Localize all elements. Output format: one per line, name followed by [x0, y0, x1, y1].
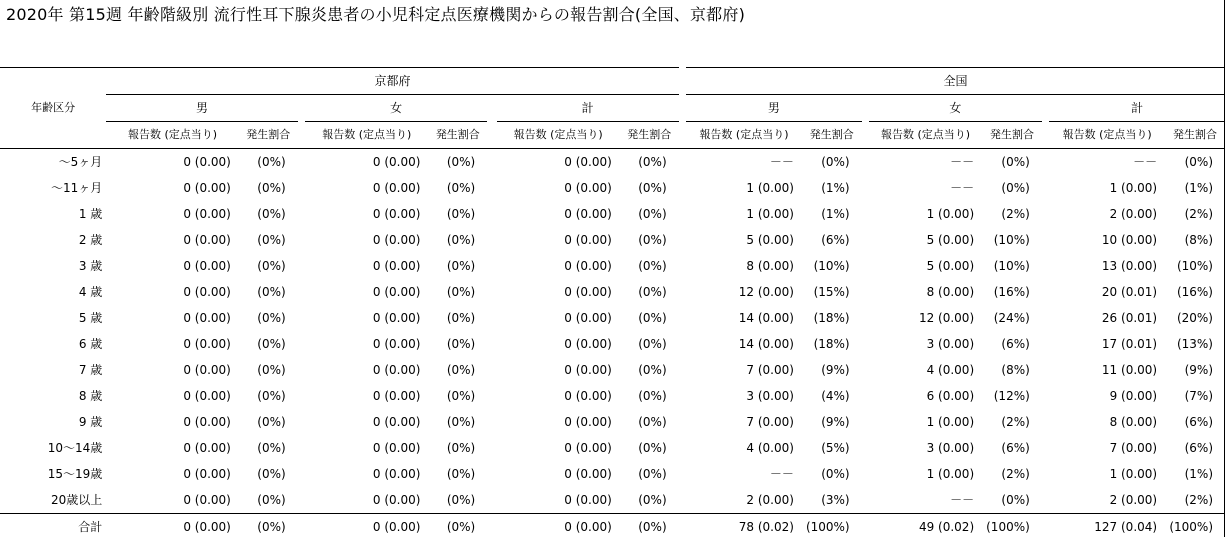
sex-header-total: 計	[1049, 95, 1225, 122]
table-row	[0, 175, 1225, 201]
rate-cell: (0%)	[428, 461, 487, 487]
report-count-cell: －－	[869, 175, 982, 201]
age-group-label: 8 歳	[0, 383, 106, 409]
report-count-cell: 1 (0.00)	[686, 175, 802, 201]
report-count-cell: 3 (0.00)	[869, 331, 982, 357]
report-count-cell: 5 (0.00)	[686, 227, 802, 253]
rate-cell: (0%)	[428, 383, 487, 409]
age-group-label: 4 歳	[0, 279, 106, 305]
rate-cell: (0%)	[239, 305, 298, 331]
rate-cell: (0%)	[428, 305, 487, 331]
rate-cell: (0%)	[620, 305, 679, 331]
rate-cell: (0%)	[620, 149, 679, 176]
rate-cell: (6%)	[982, 435, 1042, 461]
report-count-cell: －－	[869, 149, 982, 176]
report-count-cell: 1 (0.00)	[1049, 461, 1165, 487]
report-count-cell: 0 (0.00)	[497, 305, 620, 331]
table-row	[0, 383, 1225, 409]
rate-cell: (0%)	[428, 514, 487, 540]
table-row	[0, 305, 1225, 331]
table-row	[0, 487, 1225, 514]
column-header-rate: 発生割合	[982, 122, 1042, 149]
rate-cell: (0%)	[620, 253, 679, 279]
sex-header-female: 女	[305, 95, 487, 122]
report-count-cell: 0 (0.00)	[106, 253, 239, 279]
report-count-cell: 13 (0.00)	[1049, 253, 1165, 279]
total-row	[0, 514, 1225, 540]
rate-cell: (0%)	[620, 201, 679, 227]
rate-cell: (6%)	[1165, 409, 1225, 435]
report-count-cell: 9 (0.00)	[1049, 383, 1165, 409]
rate-cell: (0%)	[239, 409, 298, 435]
rate-cell: (2%)	[1165, 201, 1225, 227]
table-row	[0, 279, 1225, 305]
age-group-label: 15～19歳	[0, 461, 106, 487]
report-count-cell: 7 (0.00)	[686, 357, 802, 383]
report-count-cell: 10 (0.00)	[1049, 227, 1165, 253]
report-count-cell: 0 (0.00)	[305, 461, 428, 487]
rate-cell: (0%)	[620, 409, 679, 435]
rate-cell: (12%)	[982, 383, 1042, 409]
report-count-cell: 0 (0.00)	[106, 305, 239, 331]
rate-cell: (10%)	[982, 253, 1042, 279]
rate-cell: (0%)	[428, 357, 487, 383]
rate-cell: (0%)	[982, 487, 1042, 514]
report-count-cell: －－	[869, 487, 982, 514]
rate-cell: (0%)	[239, 279, 298, 305]
rate-cell: (1%)	[802, 201, 862, 227]
rate-cell: (0%)	[239, 435, 298, 461]
report-count-cell: 1 (0.00)	[869, 409, 982, 435]
report-count-cell: 78 (0.02)	[686, 514, 802, 540]
rate-cell: (0%)	[620, 175, 679, 201]
report-count-cell: 0 (0.00)	[106, 201, 239, 227]
report-count-cell: 0 (0.00)	[305, 357, 428, 383]
rate-cell: (0%)	[802, 149, 862, 176]
rate-cell: (0%)	[620, 435, 679, 461]
report-count-cell: 0 (0.00)	[106, 487, 239, 514]
rate-cell: (0%)	[1165, 149, 1225, 176]
report-count-cell: －－	[1049, 149, 1165, 176]
region-header-kyoto: 京都府	[106, 68, 678, 95]
rate-cell: (0%)	[428, 331, 487, 357]
report-count-cell: 0 (0.00)	[106, 227, 239, 253]
rate-cell: (0%)	[239, 175, 298, 201]
table-row	[0, 409, 1225, 435]
column-header-count: 報告数 (定点当り)	[686, 122, 802, 149]
rate-cell: (0%)	[428, 279, 487, 305]
report-count-cell: 3 (0.00)	[686, 383, 802, 409]
report-count-cell: 1 (0.00)	[1049, 175, 1165, 201]
table-body	[0, 149, 1225, 540]
report-count-cell: 0 (0.00)	[106, 435, 239, 461]
age-group-label: ～11ヶ月	[0, 175, 106, 201]
report-count-cell: 0 (0.00)	[497, 227, 620, 253]
report-count-cell: 6 (0.00)	[869, 383, 982, 409]
column-header-rate: 発生割合	[1165, 122, 1225, 149]
rate-cell: (16%)	[982, 279, 1042, 305]
report-count-cell: 8 (0.00)	[1049, 409, 1165, 435]
rate-cell: (0%)	[239, 383, 298, 409]
report-count-cell: 7 (0.00)	[1049, 435, 1165, 461]
age-group-label: 1 歳	[0, 201, 106, 227]
rate-cell: (2%)	[982, 201, 1042, 227]
report-count-cell: 0 (0.00)	[106, 409, 239, 435]
report-count-cell: 0 (0.00)	[305, 253, 428, 279]
report-count-cell: 0 (0.00)	[106, 175, 239, 201]
report-count-cell: 0 (0.00)	[305, 175, 428, 201]
report-count-cell: 14 (0.00)	[686, 331, 802, 357]
rate-cell: (0%)	[620, 331, 679, 357]
region-header-national: 全国	[686, 68, 1225, 95]
report-count-cell: 8 (0.00)	[686, 253, 802, 279]
report-table	[0, 67, 1225, 540]
sex-header-female: 女	[869, 95, 1042, 122]
sex-header-row	[0, 95, 1225, 122]
report-count-cell: 1 (0.00)	[869, 201, 982, 227]
report-count-cell: 0 (0.00)	[497, 409, 620, 435]
rate-cell: (0%)	[620, 487, 679, 514]
rate-cell: (1%)	[802, 175, 862, 201]
report-count-cell: 0 (0.00)	[305, 279, 428, 305]
rate-cell: (0%)	[239, 357, 298, 383]
column-header-count: 報告数 (定点当り)	[869, 122, 982, 149]
report-count-cell: 0 (0.00)	[497, 383, 620, 409]
table-row	[0, 253, 1225, 279]
age-group-label: 合計	[0, 514, 106, 540]
rate-cell: (1%)	[1165, 175, 1225, 201]
rate-cell: (0%)	[802, 461, 862, 487]
report-count-cell: 0 (0.00)	[106, 149, 239, 176]
report-count-cell: 49 (0.02)	[869, 514, 982, 540]
column-header-rate: 発生割合	[620, 122, 679, 149]
report-count-cell: 26 (0.01)	[1049, 305, 1165, 331]
rate-cell: (0%)	[620, 357, 679, 383]
rate-cell: (2%)	[1165, 487, 1225, 514]
report-count-cell: 2 (0.00)	[686, 487, 802, 514]
column-header-rate: 発生割合	[802, 122, 862, 149]
rate-cell: (0%)	[239, 253, 298, 279]
rate-cell: (0%)	[428, 201, 487, 227]
table-row	[0, 149, 1225, 176]
rate-cell: (10%)	[982, 227, 1042, 253]
report-count-cell: 14 (0.00)	[686, 305, 802, 331]
report-count-cell: 0 (0.00)	[106, 279, 239, 305]
report-count-cell: 12 (0.00)	[869, 305, 982, 331]
column-header-count: 報告数 (定点当り)	[305, 122, 428, 149]
report-count-cell: 17 (0.01)	[1049, 331, 1165, 357]
rate-cell: (6%)	[1165, 435, 1225, 461]
report-count-cell: 0 (0.00)	[106, 357, 239, 383]
report-count-cell: 8 (0.00)	[869, 279, 982, 305]
report-count-cell: 5 (0.00)	[869, 253, 982, 279]
report-count-cell: 2 (0.00)	[1049, 487, 1165, 514]
rate-cell: (0%)	[239, 514, 298, 540]
report-count-cell: 0 (0.00)	[305, 227, 428, 253]
rate-cell: (100%)	[982, 514, 1042, 540]
report-count-cell: 0 (0.00)	[305, 305, 428, 331]
report-count-cell: 0 (0.00)	[305, 435, 428, 461]
age-group-label: 20歳以上	[0, 487, 106, 514]
report-count-cell: 0 (0.00)	[106, 514, 239, 540]
report-count-cell: 12 (0.00)	[686, 279, 802, 305]
rate-cell: (0%)	[620, 383, 679, 409]
rate-cell: (8%)	[982, 357, 1042, 383]
sex-header-male: 男	[686, 95, 862, 122]
report-count-cell: 0 (0.00)	[497, 435, 620, 461]
table-row	[0, 227, 1225, 253]
report-count-cell: 2 (0.00)	[1049, 201, 1165, 227]
rate-cell: (0%)	[428, 487, 487, 514]
table-row	[0, 435, 1225, 461]
report-count-cell: 0 (0.00)	[497, 331, 620, 357]
age-group-label: 5 歳	[0, 305, 106, 331]
rate-cell: (15%)	[802, 279, 862, 305]
rate-cell: (0%)	[428, 409, 487, 435]
age-group-label: 3 歳	[0, 253, 106, 279]
report-count-cell: 4 (0.00)	[869, 357, 982, 383]
rate-cell: (0%)	[428, 435, 487, 461]
rate-cell: (0%)	[239, 149, 298, 176]
age-group-label: 9 歳	[0, 409, 106, 435]
rate-cell: (0%)	[428, 253, 487, 279]
report-count-cell: 0 (0.00)	[497, 514, 620, 540]
rate-cell: (5%)	[802, 435, 862, 461]
rate-cell: (0%)	[239, 201, 298, 227]
rate-cell: (1%)	[1165, 461, 1225, 487]
report-count-cell: 11 (0.00)	[1049, 357, 1165, 383]
rate-cell: (0%)	[620, 514, 679, 540]
rate-cell: (6%)	[802, 227, 862, 253]
report-count-cell: 5 (0.00)	[869, 227, 982, 253]
report-count-cell: 4 (0.00)	[686, 435, 802, 461]
sex-header-total: 計	[497, 95, 679, 122]
rate-cell: (7%)	[1165, 383, 1225, 409]
rate-cell: (16%)	[1165, 279, 1225, 305]
rate-cell: (8%)	[1165, 227, 1225, 253]
page-title: 2020年 第15週 年齢階級別 流行性耳下腺炎患者の小児科定点医療機関からの報告割合(全国、京都府)	[6, 4, 745, 26]
table-row	[0, 331, 1225, 357]
rate-cell: (10%)	[1165, 253, 1225, 279]
report-count-cell: 0 (0.00)	[497, 357, 620, 383]
rate-cell: (0%)	[620, 279, 679, 305]
report-count-cell: 0 (0.00)	[305, 201, 428, 227]
report-count-cell: 0 (0.00)	[305, 514, 428, 540]
report-count-cell: 0 (0.00)	[497, 461, 620, 487]
rate-cell: (10%)	[802, 253, 862, 279]
rate-cell: (3%)	[802, 487, 862, 514]
rate-cell: (0%)	[239, 227, 298, 253]
age-header: 年齢区分	[0, 68, 106, 149]
rate-cell: (0%)	[428, 175, 487, 201]
report-count-cell: 0 (0.00)	[497, 175, 620, 201]
report-count-cell: 0 (0.00)	[305, 409, 428, 435]
column-header-count: 報告数 (定点当り)	[106, 122, 239, 149]
rate-cell: (18%)	[802, 305, 862, 331]
column-header-count: 報告数 (定点当り)	[497, 122, 620, 149]
rate-cell: (0%)	[982, 175, 1042, 201]
report-count-cell: 0 (0.00)	[305, 383, 428, 409]
rate-cell: (0%)	[620, 227, 679, 253]
rate-cell: (0%)	[239, 331, 298, 357]
rate-cell: (100%)	[1165, 514, 1225, 540]
report-count-cell: 0 (0.00)	[106, 461, 239, 487]
report-count-cell: 1 (0.00)	[869, 461, 982, 487]
rate-cell: (0%)	[620, 461, 679, 487]
report-count-cell: 0 (0.00)	[305, 149, 428, 176]
report-count-cell: 20 (0.01)	[1049, 279, 1165, 305]
report-count-cell: 0 (0.00)	[497, 279, 620, 305]
rate-cell: (9%)	[1165, 357, 1225, 383]
column-header-count: 報告数 (定点当り)	[1049, 122, 1165, 149]
sex-header-male: 男	[106, 95, 297, 122]
age-group-label: 10～14歳	[0, 435, 106, 461]
rate-cell: (13%)	[1165, 331, 1225, 357]
report-count-cell: 127 (0.04)	[1049, 514, 1165, 540]
report-count-cell: 0 (0.00)	[497, 201, 620, 227]
column-header-rate: 発生割合	[428, 122, 487, 149]
rate-cell: (0%)	[428, 149, 487, 176]
rate-cell: (100%)	[802, 514, 862, 540]
report-count-cell: 0 (0.00)	[106, 331, 239, 357]
age-group-label: 2 歳	[0, 227, 106, 253]
age-group-label: ～5ヶ月	[0, 149, 106, 176]
column-header-row	[0, 122, 1225, 149]
report-count-cell: 0 (0.00)	[305, 331, 428, 357]
age-group-label: 6 歳	[0, 331, 106, 357]
rate-cell: (2%)	[982, 461, 1042, 487]
rate-cell: (6%)	[982, 331, 1042, 357]
rate-cell: (20%)	[1165, 305, 1225, 331]
table-row	[0, 357, 1225, 383]
table-row	[0, 201, 1225, 227]
rate-cell: (2%)	[982, 409, 1042, 435]
report-count-cell: 3 (0.00)	[869, 435, 982, 461]
report-count-cell: 0 (0.00)	[305, 487, 428, 514]
rate-cell: (18%)	[802, 331, 862, 357]
rate-cell: (0%)	[239, 461, 298, 487]
rate-cell: (9%)	[802, 409, 862, 435]
age-group-label: 7 歳	[0, 357, 106, 383]
rate-cell: (0%)	[982, 149, 1042, 176]
rate-cell: (0%)	[239, 487, 298, 514]
rate-cell: (9%)	[802, 357, 862, 383]
column-header-rate: 発生割合	[239, 122, 298, 149]
report-count-cell: 1 (0.00)	[686, 201, 802, 227]
report-count-cell: 0 (0.00)	[497, 487, 620, 514]
rate-cell: (24%)	[982, 305, 1042, 331]
rate-cell: (0%)	[428, 227, 487, 253]
report-count-cell: 0 (0.00)	[106, 383, 239, 409]
region-header-row	[0, 68, 1225, 95]
report-count-cell: 0 (0.00)	[497, 253, 620, 279]
rate-cell: (4%)	[802, 383, 862, 409]
report-count-cell: 0 (0.00)	[497, 149, 620, 176]
report-count-cell: －－	[686, 149, 802, 176]
table-row	[0, 461, 1225, 487]
report-count-cell: 7 (0.00)	[686, 409, 802, 435]
report-count-cell: －－	[686, 461, 802, 487]
